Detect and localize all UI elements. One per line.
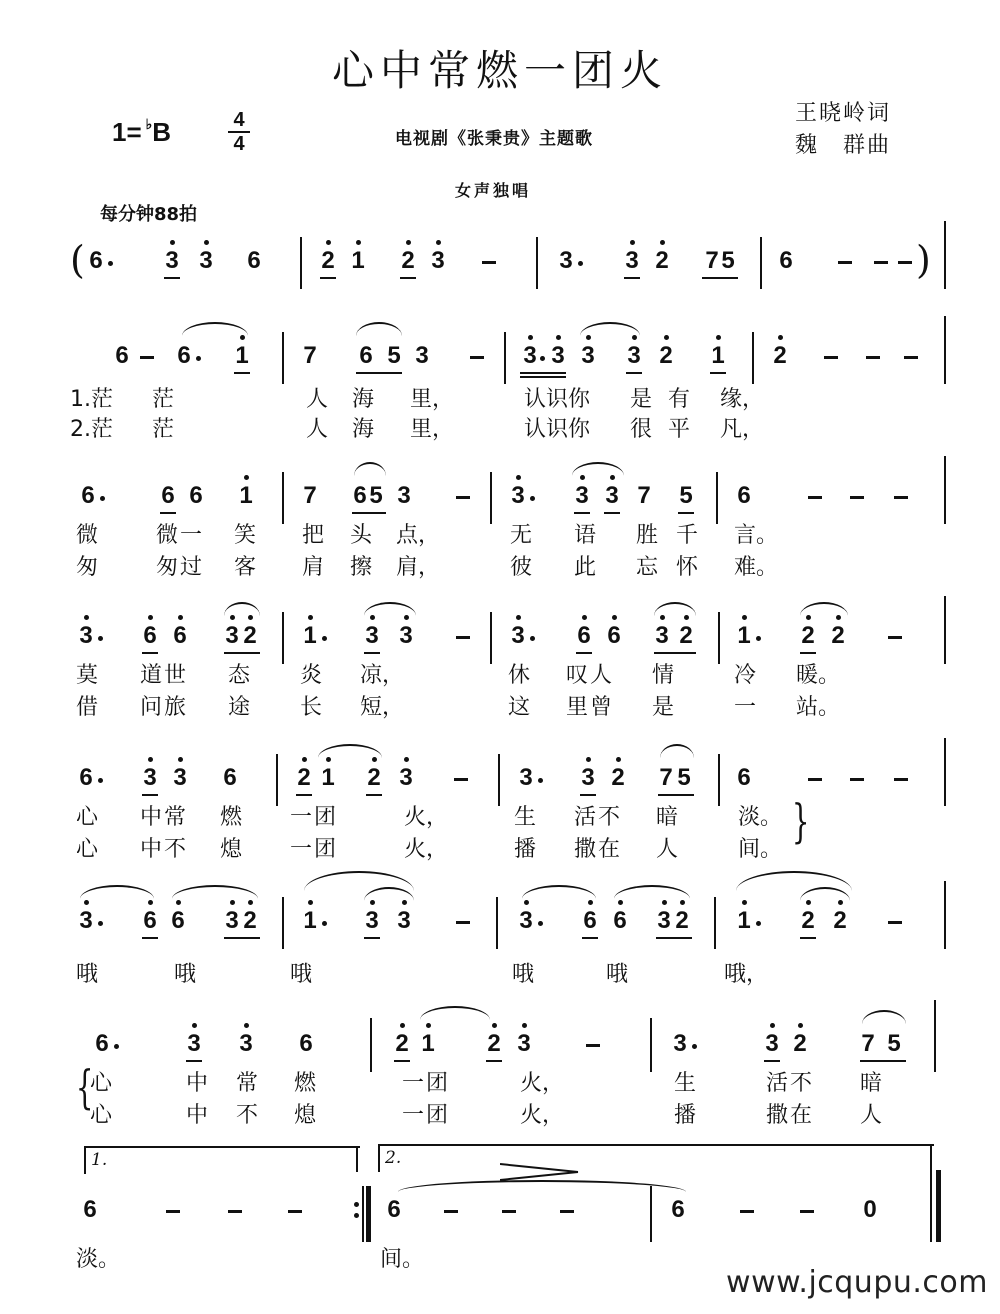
note: 3 — [572, 484, 592, 508]
final-barline — [936, 1170, 941, 1242]
slur — [80, 885, 154, 899]
underline — [234, 372, 250, 374]
note: 6 — [89, 247, 103, 274]
slur — [224, 602, 260, 616]
note: 5 — [721, 247, 735, 274]
barline — [282, 897, 284, 949]
aug-dot — [322, 921, 327, 926]
note: 2 — [240, 909, 260, 933]
slur — [572, 462, 624, 476]
underline — [224, 937, 260, 939]
note: 6 — [140, 624, 160, 648]
note: 2 — [652, 249, 672, 273]
staff-line6: 6 3 3 6 2 1 2 3 3 3 2 7 5 { 心 中 常 燃 一团 火， 生 活不 暗 心 中 不 熄 一团 火， 播 撒在 人 — [0, 1028, 1000, 1138]
barline — [362, 1186, 364, 1242]
note: 3 — [222, 909, 242, 933]
dash — [482, 261, 496, 264]
note: 3 — [394, 909, 414, 933]
underline — [624, 277, 640, 279]
note: 6 — [189, 482, 203, 509]
dash — [808, 778, 822, 781]
slur — [364, 602, 416, 616]
underline — [626, 372, 642, 374]
note: 7 — [659, 764, 673, 791]
dash — [444, 1210, 458, 1213]
note: 2 — [318, 249, 338, 273]
barline — [490, 472, 492, 524]
note: 0 — [863, 1196, 877, 1223]
dash — [140, 356, 154, 359]
close-paren: ) — [916, 238, 931, 282]
note: 1 — [236, 484, 256, 508]
note: 3 — [519, 764, 533, 791]
dash — [808, 496, 822, 499]
note: 2 — [364, 766, 384, 790]
underline — [366, 794, 382, 796]
aug-dot — [538, 921, 543, 926]
aug-dot — [114, 1044, 119, 1049]
note: 6 — [299, 1030, 313, 1057]
dash — [850, 778, 864, 781]
dash — [502, 1210, 516, 1213]
note: 3 — [578, 766, 598, 790]
aug-dot — [692, 1044, 697, 1049]
barline — [714, 897, 716, 949]
underline — [656, 937, 692, 939]
note: 2 — [790, 1032, 810, 1056]
slur — [172, 885, 258, 899]
note: 6 — [79, 764, 93, 791]
barline — [760, 237, 762, 289]
note: 6 — [604, 624, 624, 648]
dash — [898, 261, 912, 264]
aug-dot — [98, 921, 103, 926]
slur — [800, 602, 848, 616]
tempo-marking: 每分钟88拍 — [100, 204, 198, 225]
aug-dot — [108, 261, 113, 266]
underline — [678, 512, 694, 514]
dash — [456, 636, 470, 639]
dash — [740, 1210, 754, 1213]
dash — [894, 496, 908, 499]
key-note: B — [152, 117, 172, 147]
note: 3 — [397, 482, 411, 509]
voice-type: 女声独唱 — [455, 181, 532, 200]
note: 3 — [236, 1032, 256, 1056]
note: 6 — [140, 909, 160, 933]
note: 7 — [861, 1030, 875, 1057]
note: 3 — [673, 1030, 687, 1057]
volta-end — [930, 1144, 932, 1170]
note: 2 — [656, 344, 676, 368]
barline — [944, 738, 946, 806]
note: 1 — [318, 766, 338, 790]
aug-dot — [756, 921, 761, 926]
staff-intro — [0, 238, 1000, 305]
flat-symbol: ♭ — [145, 116, 153, 132]
note: 3 — [548, 344, 568, 368]
note: 3 — [578, 344, 598, 368]
dash — [228, 1210, 242, 1213]
aug-dot — [756, 636, 761, 641]
note: 7 — [303, 482, 317, 509]
barline — [716, 472, 718, 524]
note: 6 — [580, 909, 600, 933]
time-sig-top: 4 — [233, 109, 245, 131]
slur — [580, 322, 640, 336]
note: 2 — [294, 766, 314, 790]
underline — [486, 1060, 502, 1062]
underline — [580, 794, 596, 796]
note: 7 — [637, 482, 651, 509]
barline — [944, 221, 946, 289]
dash — [874, 261, 888, 264]
underline — [764, 1060, 780, 1062]
note: 2 — [830, 909, 850, 933]
slur — [356, 322, 402, 336]
note: 1 — [734, 624, 754, 648]
barline — [370, 1018, 372, 1072]
subtitle: 电视剧《张秉贵》主题歌 — [395, 129, 593, 149]
note: 2 — [798, 909, 818, 933]
staff-ending — [0, 1146, 1000, 1276]
volta-first: 1. — [84, 1146, 360, 1174]
note: 1 — [418, 1032, 438, 1056]
staff-line4: 6 3 3 6 2 1 2 3 3 3 2 7 5 6 心 中常 燃 一团 火， 生 活不 暗 淡。 心 中不 熄 一团 火， 播 撒在 人 间。 } — [0, 762, 1000, 872]
dash — [586, 1044, 600, 1047]
note: 6 — [387, 1196, 401, 1223]
repeat-dots — [354, 1196, 359, 1224]
slur — [354, 462, 386, 476]
underline — [320, 277, 336, 279]
staff-line3: 3 6 6 3 2 1 3 3 3 6 6 3 2 1 2 2 莫 道世 态 炎 凉， 休 叹人 情 冷 暖。 借 问旅 途 长 短， 这 里曾 是 一 站。 — [0, 620, 1000, 730]
underline — [224, 652, 260, 654]
composer: 魏 群曲 — [795, 133, 892, 158]
barline — [498, 754, 500, 806]
open-paren: ( — [70, 238, 85, 282]
note: 3 — [184, 1032, 204, 1056]
volta-second: 2. — [378, 1144, 934, 1172]
time-signature — [228, 110, 250, 154]
note: 2 — [608, 766, 628, 790]
barline — [490, 612, 492, 664]
note: 6 — [737, 764, 751, 791]
note: 2 — [398, 249, 418, 273]
aug-dot — [98, 636, 103, 641]
note: 1 — [708, 344, 728, 368]
brace-left: { — [75, 1060, 94, 1114]
dash — [838, 261, 852, 264]
barline — [752, 332, 754, 384]
slur — [614, 885, 690, 899]
barline — [718, 612, 720, 664]
note: 5 — [387, 342, 401, 369]
underline — [186, 1060, 202, 1062]
note: 3 — [622, 249, 642, 273]
barline — [504, 332, 506, 384]
dash — [800, 1210, 814, 1213]
underline — [164, 277, 180, 279]
note: 3 — [652, 624, 672, 648]
aug-dot — [530, 636, 535, 641]
dash — [866, 356, 880, 359]
underline — [576, 652, 592, 654]
note: 6 — [170, 624, 190, 648]
watermark: www.jcqupu.com — [726, 1265, 988, 1300]
aug-dot — [98, 778, 103, 783]
underline — [800, 652, 816, 654]
time-sig-bottom: 4 — [233, 133, 245, 155]
note: 3 — [508, 624, 528, 648]
note: 5 — [887, 1030, 901, 1057]
underline — [860, 1060, 906, 1062]
slur — [522, 885, 596, 899]
note: 6 — [81, 482, 95, 509]
underline — [574, 512, 590, 514]
key-prefix: 1= — [112, 117, 142, 147]
note: 6 — [610, 909, 630, 933]
dash — [456, 921, 470, 924]
underline — [296, 794, 312, 796]
note: 2 — [240, 624, 260, 648]
lyric-ending-2: 间。 — [380, 1247, 425, 1272]
note: 5 — [679, 482, 693, 509]
note: 6 — [574, 624, 594, 648]
note: 3 — [196, 249, 216, 273]
staff-line5: 3 6 6 3 2 1 3 3 3 6 6 3 2 1 2 2 哦 哦 哦 哦 哦 哦， — [0, 905, 1000, 995]
aug-dot — [538, 778, 543, 783]
underline — [702, 277, 738, 279]
underline — [710, 372, 726, 374]
note: 6 — [168, 909, 188, 933]
note: 3 — [559, 247, 573, 274]
slur — [420, 1006, 490, 1020]
repeat-end-barline — [366, 1186, 371, 1242]
brace-right: } — [791, 794, 810, 848]
note: 3 — [624, 344, 644, 368]
dash — [888, 921, 902, 924]
barline — [944, 456, 946, 524]
note: 3 — [396, 766, 416, 790]
note: 3 — [396, 624, 416, 648]
underline — [394, 1060, 410, 1062]
underline — [352, 512, 386, 514]
note: 2 — [484, 1032, 504, 1056]
volta-end — [356, 1146, 358, 1172]
note: 3 — [76, 909, 96, 933]
note: 2 — [392, 1032, 412, 1056]
note: 3 — [520, 344, 540, 368]
note: 3 — [516, 909, 536, 933]
note: 6 — [115, 342, 129, 369]
staff-line2: 6 6 6 1 7 6 5 3 3 3 3 7 5 6 微 微一 笑 把 头 点， 无 语 胜 千 言。 匆 匆过 客 肩 擦 肩， 彼 此 忘 怀 难。 — [0, 480, 1000, 590]
underline — [800, 937, 816, 939]
slur — [862, 1010, 906, 1024]
barline — [536, 237, 538, 289]
barline — [944, 881, 946, 949]
aug-dot — [196, 356, 201, 361]
note: 2 — [798, 624, 818, 648]
note: 1 — [734, 909, 754, 933]
barline — [930, 1170, 932, 1242]
barline — [282, 332, 284, 384]
note: 7 — [303, 342, 317, 369]
note: 5 — [677, 764, 691, 791]
dash — [904, 356, 918, 359]
slur — [654, 602, 696, 616]
underline — [520, 372, 566, 374]
underline — [582, 937, 598, 939]
note: 3 — [140, 766, 160, 790]
credits — [795, 98, 891, 162]
note: 2 — [770, 344, 790, 368]
note: 3 — [654, 909, 674, 933]
underline — [604, 512, 620, 514]
dash — [888, 636, 902, 639]
barline — [944, 596, 946, 664]
note: 3 — [222, 624, 242, 648]
barline — [282, 472, 284, 524]
note: 6 — [95, 1030, 109, 1057]
underline — [142, 794, 158, 796]
note: 1 — [300, 909, 320, 933]
dash — [454, 778, 468, 781]
note: 1 — [232, 344, 252, 368]
note: 3 — [508, 484, 528, 508]
note: 6 — [83, 1196, 97, 1223]
barline — [300, 237, 302, 289]
underline — [654, 652, 696, 654]
note: 6 — [177, 342, 191, 369]
staff-line1: 6 6 1 7 6 5 3 3 3 3 3 2 1 2 1.茫 茫 人 海 里， 认识你 是有 缘， 2.茫 茫 人 海 里， 认识你 很平 凡， — [0, 340, 1000, 450]
note: 3 — [428, 249, 448, 273]
note: 3 — [415, 342, 429, 369]
barline — [650, 1018, 652, 1072]
underline — [142, 652, 158, 654]
note: 6 — [247, 247, 261, 274]
note: 2 — [828, 624, 848, 648]
barline — [650, 1186, 652, 1242]
note: 1 — [348, 249, 368, 273]
dash — [456, 496, 470, 499]
note: 6 — [671, 1196, 685, 1223]
note: 3 — [76, 624, 96, 648]
slur — [398, 1180, 686, 1192]
barline — [718, 754, 720, 806]
note: 6 — [779, 247, 793, 274]
underline — [356, 372, 402, 374]
underline — [658, 794, 694, 796]
dash — [894, 778, 908, 781]
note: 3 — [362, 624, 382, 648]
dash — [470, 356, 484, 359]
barline — [282, 612, 284, 664]
lyric-ending-1: 淡。 — [76, 1247, 121, 1272]
note: 6 — [161, 482, 175, 509]
note: 3 — [514, 1032, 534, 1056]
barline — [944, 316, 946, 384]
key-signature — [112, 116, 171, 148]
slur — [660, 744, 694, 758]
note: 7 — [705, 247, 719, 274]
underline — [364, 652, 380, 654]
aug-dot — [540, 356, 545, 361]
underline — [520, 376, 566, 378]
lyricist: 王晓岭词 — [795, 101, 892, 126]
dash — [166, 1210, 180, 1213]
aug-dot — [578, 261, 583, 266]
note: 1 — [300, 624, 320, 648]
dash — [288, 1210, 302, 1213]
aug-dot — [530, 496, 535, 501]
note: 3 — [162, 249, 182, 273]
note: 3 — [170, 766, 190, 790]
barline — [496, 897, 498, 949]
slur — [318, 744, 382, 758]
dash — [850, 496, 864, 499]
aug-dot — [100, 496, 105, 501]
underline — [400, 277, 416, 279]
underline — [364, 937, 380, 939]
song-title: 心中常燃一团火 — [331, 46, 668, 95]
slur — [182, 322, 248, 336]
dash — [824, 356, 838, 359]
note: 6 — [359, 342, 373, 369]
note: 3 — [602, 484, 622, 508]
underline — [142, 937, 158, 939]
note: 6 — [737, 482, 751, 509]
barline — [934, 1000, 936, 1072]
dash — [560, 1210, 574, 1213]
underline — [160, 512, 176, 514]
note: 6 — [353, 482, 367, 509]
note: 3 — [762, 1032, 782, 1056]
note: 2 — [672, 909, 692, 933]
aug-dot — [322, 636, 327, 641]
note: 3 — [362, 909, 382, 933]
barline — [276, 754, 278, 806]
note: 5 — [369, 482, 383, 509]
note: 2 — [676, 624, 696, 648]
note: 6 — [223, 764, 237, 791]
